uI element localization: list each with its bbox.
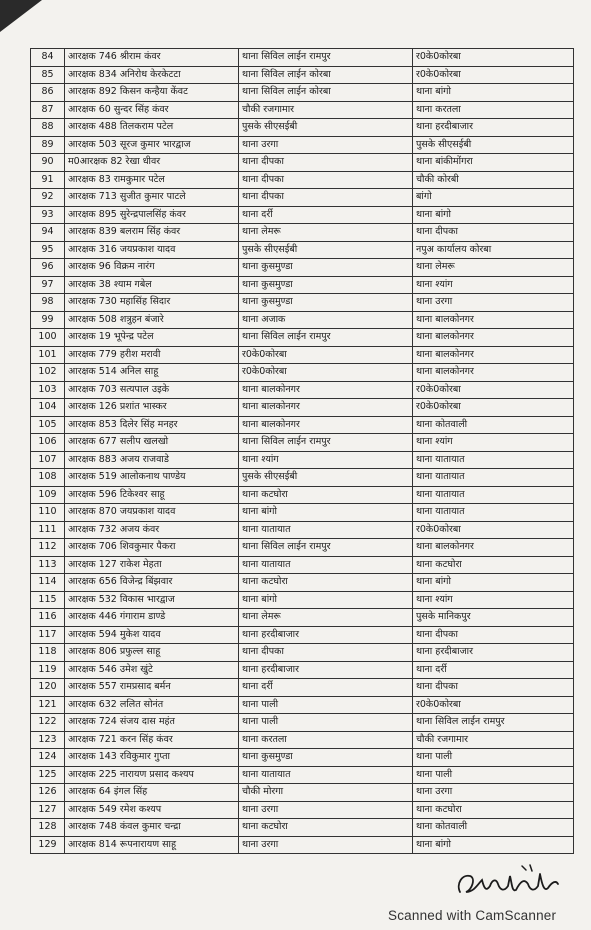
- new-posting-cell: थाना कटघोरा: [413, 556, 574, 574]
- new-posting-cell: थाना कोतवाली: [413, 416, 574, 434]
- employee-name-cell: आरक्षक 549 रमेश कश्यप: [65, 801, 239, 819]
- current-posting-cell: थाना यातायात: [239, 766, 413, 784]
- employee-name-cell: आरक्षक 895 सुरेन्द्रपालसिंह कंवर: [65, 206, 239, 224]
- new-posting-cell: थाना यातायात: [413, 469, 574, 487]
- new-posting-cell: थाना बालकोनगर: [413, 311, 574, 329]
- transfer-table-body: [31, 49, 574, 854]
- new-posting-cell: थाना बांकीमोंगरा: [413, 154, 574, 172]
- new-posting-cell: पुसके सीएसईबी: [413, 136, 574, 154]
- serial-number-cell: 120: [31, 679, 65, 697]
- new-posting-cell: थाना कोतवाली: [413, 819, 574, 837]
- serial-number-cell: 90: [31, 154, 65, 172]
- table-row: [31, 714, 574, 732]
- current-posting-cell: चौकी रजगामार: [239, 101, 413, 119]
- current-posting-cell: थाना अजाक: [239, 311, 413, 329]
- table-row: [31, 801, 574, 819]
- employee-name-cell: म0आरक्षक 82 रेखा धीवर: [65, 154, 239, 172]
- serial-number-cell: 122: [31, 714, 65, 732]
- new-posting-cell: बांगो: [413, 189, 574, 207]
- current-posting-cell: थाना यातायात: [239, 521, 413, 539]
- new-posting-cell: थाना उरगा: [413, 784, 574, 802]
- table-row: [31, 504, 574, 522]
- current-posting-cell: थाना श्यांग: [239, 451, 413, 469]
- new-posting-cell: थाना उरगा: [413, 294, 574, 312]
- new-posting-cell: थाना लेमरू: [413, 259, 574, 277]
- table-row: [31, 469, 574, 487]
- new-posting-cell: थाना बालकोनगर: [413, 346, 574, 364]
- table-row: [31, 311, 574, 329]
- new-posting-cell: थाना यातायात: [413, 486, 574, 504]
- current-posting-cell: थाना कटघोरा: [239, 574, 413, 592]
- current-posting-cell: थाना कुसमुण्डा: [239, 294, 413, 312]
- current-posting-cell: थाना हरदीबाजार: [239, 661, 413, 679]
- new-posting-cell: चौकी कोरबी: [413, 171, 574, 189]
- current-posting-cell: पुसके सीएसईबी: [239, 469, 413, 487]
- serial-number-cell: 112: [31, 539, 65, 557]
- employee-name-cell: आरक्षक 883 अजय राजवाडे: [65, 451, 239, 469]
- table-row: [31, 136, 574, 154]
- table-row: [31, 66, 574, 84]
- table-row: [31, 574, 574, 592]
- new-posting-cell: थाना हरदीबाजार: [413, 644, 574, 662]
- table-row: [31, 259, 574, 277]
- employee-name-cell: आरक्षक 446 गंगाराम डाण्डे: [65, 609, 239, 627]
- current-posting-cell: थाना सिविल लाईन रामपुर: [239, 539, 413, 557]
- employee-name-cell: आरक्षक 748 कंवल कुमार चन्द्रा: [65, 819, 239, 837]
- table-row: [31, 661, 574, 679]
- employee-name-cell: आरक्षक 64 इंगल सिंह: [65, 784, 239, 802]
- new-posting-cell: र0के0कोरबा: [413, 49, 574, 67]
- table-row: [31, 206, 574, 224]
- new-posting-cell: थाना दीपका: [413, 679, 574, 697]
- transfer-table: [30, 48, 574, 854]
- table-row: [31, 119, 574, 137]
- employee-name-cell: आरक्षक 225 नारायण प्रसाद कश्यप: [65, 766, 239, 784]
- new-posting-cell: र0के0कोरबा: [413, 399, 574, 417]
- serial-number-cell: 111: [31, 521, 65, 539]
- current-posting-cell: थाना बालकोनगर: [239, 381, 413, 399]
- new-posting-cell: थाना कटघोरा: [413, 801, 574, 819]
- new-posting-cell: थाना पाली: [413, 749, 574, 767]
- employee-name-cell: आरक्षक 557 रामप्रसाद बर्मन: [65, 679, 239, 697]
- table-row: [31, 101, 574, 119]
- serial-number-cell: 93: [31, 206, 65, 224]
- serial-number-cell: 86: [31, 84, 65, 102]
- serial-number-cell: 94: [31, 224, 65, 242]
- table-row: [31, 171, 574, 189]
- serial-number-cell: 95: [31, 241, 65, 259]
- serial-number-cell: 123: [31, 731, 65, 749]
- employee-name-cell: आरक्षक 730 महासिंह सिदार: [65, 294, 239, 312]
- employee-name-cell: आरक्षक 514 अनिल साहू: [65, 364, 239, 382]
- serial-number-cell: 125: [31, 766, 65, 784]
- table-row: [31, 416, 574, 434]
- employee-name-cell: आरक्षक 127 राकेश मेहता: [65, 556, 239, 574]
- employee-name-cell: आरक्षक 806 प्रफुल्ल साहू: [65, 644, 239, 662]
- serial-number-cell: 113: [31, 556, 65, 574]
- serial-number-cell: 114: [31, 574, 65, 592]
- current-posting-cell: थाना दीपका: [239, 189, 413, 207]
- table-row: [31, 591, 574, 609]
- employee-name-cell: आरक्षक 83 रामकुमार पटेल: [65, 171, 239, 189]
- current-posting-cell: थाना कुसमुण्डा: [239, 749, 413, 767]
- serial-number-cell: 126: [31, 784, 65, 802]
- employee-name-cell: आरक्षक 721 करन सिंह कंवर: [65, 731, 239, 749]
- table-row: [31, 364, 574, 382]
- current-posting-cell: थाना उरगा: [239, 136, 413, 154]
- table-row: [31, 679, 574, 697]
- employee-name-cell: आरक्षक 126 प्रशांत भास्कर: [65, 399, 239, 417]
- table-row: [31, 224, 574, 242]
- serial-number-cell: 108: [31, 469, 65, 487]
- table-row: [31, 434, 574, 452]
- serial-number-cell: 119: [31, 661, 65, 679]
- current-posting-cell: थाना दीपका: [239, 154, 413, 172]
- new-posting-cell: थाना दर्री: [413, 661, 574, 679]
- employee-name-cell: आरक्षक 519 आलोकनाथ पाण्डेय: [65, 469, 239, 487]
- current-posting-cell: थाना कटघोरा: [239, 486, 413, 504]
- serial-number-cell: 100: [31, 329, 65, 347]
- serial-number-cell: 85: [31, 66, 65, 84]
- current-posting-cell: चौकी मोरगा: [239, 784, 413, 802]
- table-row: [31, 154, 574, 172]
- current-posting-cell: थाना पाली: [239, 696, 413, 714]
- new-posting-cell: थाना हरदीबाजार: [413, 119, 574, 137]
- employee-name-cell: आरक्षक 596 टिकेश्वर साहू: [65, 486, 239, 504]
- serial-number-cell: 104: [31, 399, 65, 417]
- table-row: [31, 399, 574, 417]
- table-row: [31, 731, 574, 749]
- employee-name-cell: आरक्षक 732 अजय कंवर: [65, 521, 239, 539]
- table-row: [31, 626, 574, 644]
- current-posting-cell: थाना बांगो: [239, 504, 413, 522]
- new-posting-cell: थाना बांगो: [413, 206, 574, 224]
- current-posting-cell: थाना यातायात: [239, 556, 413, 574]
- employee-name-cell: आरक्षक 706 शिवकुमार पैकरा: [65, 539, 239, 557]
- employee-name-cell: आरक्षक 677 सलीप खलखो: [65, 434, 239, 452]
- current-posting-cell: थाना लेमरू: [239, 609, 413, 627]
- new-posting-cell: थाना बालकोनगर: [413, 364, 574, 382]
- current-posting-cell: थाना सिविल लाईन कोरबा: [239, 84, 413, 102]
- current-posting-cell: थाना दीपका: [239, 171, 413, 189]
- table-row: [31, 539, 574, 557]
- serial-number-cell: 110: [31, 504, 65, 522]
- new-posting-cell: थाना यातायात: [413, 451, 574, 469]
- serial-number-cell: 97: [31, 276, 65, 294]
- new-posting-cell: थाना यातायात: [413, 504, 574, 522]
- table-row: [31, 836, 574, 854]
- employee-name-cell: आरक्षक 19 भूपेन्द्र पटेल: [65, 329, 239, 347]
- new-posting-cell: थाना श्यांग: [413, 276, 574, 294]
- new-posting-cell: र0के0कोरबा: [413, 381, 574, 399]
- new-posting-cell: थाना बालकोनगर: [413, 329, 574, 347]
- employee-name-cell: आरक्षक 834 अनिरोध केरकेटटा: [65, 66, 239, 84]
- employee-name-cell: आरक्षक 779 हरीश मरावी: [65, 346, 239, 364]
- table-row: [31, 819, 574, 837]
- serial-number-cell: 92: [31, 189, 65, 207]
- employee-name-cell: आरक्षक 546 उमेश खुंटे: [65, 661, 239, 679]
- serial-number-cell: 129: [31, 836, 65, 854]
- current-posting-cell: थाना कटघोरा: [239, 819, 413, 837]
- serial-number-cell: 88: [31, 119, 65, 137]
- current-posting-cell: थाना बांगो: [239, 591, 413, 609]
- scan-corner-shadow: [0, 0, 42, 32]
- table-row: [31, 696, 574, 714]
- current-posting-cell: थाना बालकोनगर: [239, 416, 413, 434]
- current-posting-cell: थाना सिविल लाईन कोरबा: [239, 66, 413, 84]
- new-posting-cell: थाना श्यांग: [413, 591, 574, 609]
- serial-number-cell: 109: [31, 486, 65, 504]
- employee-name-cell: आरक्षक 594 मुकेश यादव: [65, 626, 239, 644]
- table-row: [31, 749, 574, 767]
- table-row: [31, 346, 574, 364]
- current-posting-cell: थाना पाली: [239, 714, 413, 732]
- table-row: [31, 84, 574, 102]
- new-posting-cell: थाना दीपका: [413, 224, 574, 242]
- new-posting-cell: थाना करतला: [413, 101, 574, 119]
- new-posting-cell: थाना दीपका: [413, 626, 574, 644]
- serial-number-cell: 99: [31, 311, 65, 329]
- serial-number-cell: 106: [31, 434, 65, 452]
- new-posting-cell: र0के0कोरबा: [413, 696, 574, 714]
- serial-number-cell: 127: [31, 801, 65, 819]
- new-posting-cell: चौकी रजगामार: [413, 731, 574, 749]
- serial-number-cell: 124: [31, 749, 65, 767]
- serial-number-cell: 116: [31, 609, 65, 627]
- employee-name-cell: आरक्षक 892 किसन कन्हैया केंवट: [65, 84, 239, 102]
- serial-number-cell: 103: [31, 381, 65, 399]
- serial-number-cell: 107: [31, 451, 65, 469]
- table-row: [31, 189, 574, 207]
- employee-name-cell: आरक्षक 532 विकास भारद्वाज: [65, 591, 239, 609]
- new-posting-cell: पुसके मानिकपुर: [413, 609, 574, 627]
- current-posting-cell: थाना सिविल लाईन रामपुर: [239, 329, 413, 347]
- employee-name-cell: आरक्षक 96 विक्रम नारंग: [65, 259, 239, 277]
- current-posting-cell: थाना सिविल लाईन रामपुर: [239, 49, 413, 67]
- employee-name-cell: आरक्षक 703 सत्यपाल उइके: [65, 381, 239, 399]
- employee-name-cell: आरक्षक 508 शत्रुहन बंजारे: [65, 311, 239, 329]
- table-row: [31, 241, 574, 259]
- current-posting-cell: थाना दर्री: [239, 206, 413, 224]
- current-posting-cell: पुसके सीएसईबी: [239, 241, 413, 259]
- current-posting-cell: थाना हरदीबाजार: [239, 626, 413, 644]
- current-posting-cell: र0के0कोरबा: [239, 346, 413, 364]
- table-row: [31, 521, 574, 539]
- new-posting-cell: थाना बांगो: [413, 84, 574, 102]
- current-posting-cell: थाना दीपका: [239, 644, 413, 662]
- table-row: [31, 486, 574, 504]
- serial-number-cell: 115: [31, 591, 65, 609]
- table-row: [31, 609, 574, 627]
- employee-name-cell: आरक्षक 713 सुजीत कुमार पाटले: [65, 189, 239, 207]
- serial-number-cell: 105: [31, 416, 65, 434]
- current-posting-cell: थाना सिविल लाईन रामपुर: [239, 434, 413, 452]
- new-posting-cell: थाना बालकोनगर: [413, 539, 574, 557]
- serial-number-cell: 84: [31, 49, 65, 67]
- employee-name-cell: आरक्षक 632 ललित सोनंत: [65, 696, 239, 714]
- table-row: [31, 49, 574, 67]
- current-posting-cell: पुसके सीएसईबी: [239, 119, 413, 137]
- employee-name-cell: आरक्षक 488 तिलकराम पटेल: [65, 119, 239, 137]
- new-posting-cell: थाना बांगो: [413, 574, 574, 592]
- employee-name-cell: आरक्षक 143 रविकुमार गुप्ता: [65, 749, 239, 767]
- new-posting-cell: थाना पाली: [413, 766, 574, 784]
- employee-name-cell: आरक्षक 60 सुन्दर सिंह कंवर: [65, 101, 239, 119]
- new-posting-cell: नपुअ कार्यालय कोरबा: [413, 241, 574, 259]
- serial-number-cell: 117: [31, 626, 65, 644]
- new-posting-cell: र0के0कोरबा: [413, 66, 574, 84]
- employee-name-cell: आरक्षक 316 जयप्रकाश यादव: [65, 241, 239, 259]
- current-posting-cell: थाना कुसमुण्डा: [239, 276, 413, 294]
- serial-number-cell: 101: [31, 346, 65, 364]
- employee-name-cell: आरक्षक 724 संजय दास महंत: [65, 714, 239, 732]
- employee-name-cell: आरक्षक 839 बलराम सिंह कंवर: [65, 224, 239, 242]
- current-posting-cell: थाना उरगा: [239, 801, 413, 819]
- employee-name-cell: आरक्षक 656 विजेन्द्र बिंझवार: [65, 574, 239, 592]
- serial-number-cell: 89: [31, 136, 65, 154]
- employee-name-cell: आरक्षक 814 रूपनारायण साहू: [65, 836, 239, 854]
- current-posting-cell: थाना लेमरू: [239, 224, 413, 242]
- handwritten-signature: [452, 862, 562, 902]
- current-posting-cell: र0के0कोरबा: [239, 364, 413, 382]
- serial-number-cell: 121: [31, 696, 65, 714]
- table-row: [31, 784, 574, 802]
- table-row: [31, 329, 574, 347]
- table-row: [31, 766, 574, 784]
- table-row: [31, 276, 574, 294]
- employee-name-cell: आरक्षक 503 सूरज कुमार भारद्वाज: [65, 136, 239, 154]
- new-posting-cell: थाना बांगो: [413, 836, 574, 854]
- table-row: [31, 556, 574, 574]
- table-row: [31, 381, 574, 399]
- new-posting-cell: थाना सिविल लाईन रामपुर: [413, 714, 574, 732]
- table-row: [31, 451, 574, 469]
- new-posting-cell: थाना श्यांग: [413, 434, 574, 452]
- employee-name-cell: आरक्षक 870 जयप्रकाश यादव: [65, 504, 239, 522]
- current-posting-cell: थाना बालकोनगर: [239, 399, 413, 417]
- serial-number-cell: 96: [31, 259, 65, 277]
- serial-number-cell: 118: [31, 644, 65, 662]
- employee-name-cell: आरक्षक 746 श्रीराम कंवर: [65, 49, 239, 67]
- employee-name-cell: आरक्षक 38 श्याम गबेल: [65, 276, 239, 294]
- current-posting-cell: थाना कुसमुण्डा: [239, 259, 413, 277]
- table-row: [31, 294, 574, 312]
- serial-number-cell: 128: [31, 819, 65, 837]
- transfer-list-sheet: [30, 48, 573, 854]
- table-row: [31, 644, 574, 662]
- current-posting-cell: थाना उरगा: [239, 836, 413, 854]
- scanner-watermark: Scanned with CamScanner: [388, 908, 557, 923]
- serial-number-cell: 87: [31, 101, 65, 119]
- serial-number-cell: 98: [31, 294, 65, 312]
- serial-number-cell: 91: [31, 171, 65, 189]
- serial-number-cell: 102: [31, 364, 65, 382]
- employee-name-cell: आरक्षक 853 दिलेर सिंह मनहर: [65, 416, 239, 434]
- current-posting-cell: थाना करतला: [239, 731, 413, 749]
- current-posting-cell: थाना दर्री: [239, 679, 413, 697]
- new-posting-cell: र0के0कोरबा: [413, 521, 574, 539]
